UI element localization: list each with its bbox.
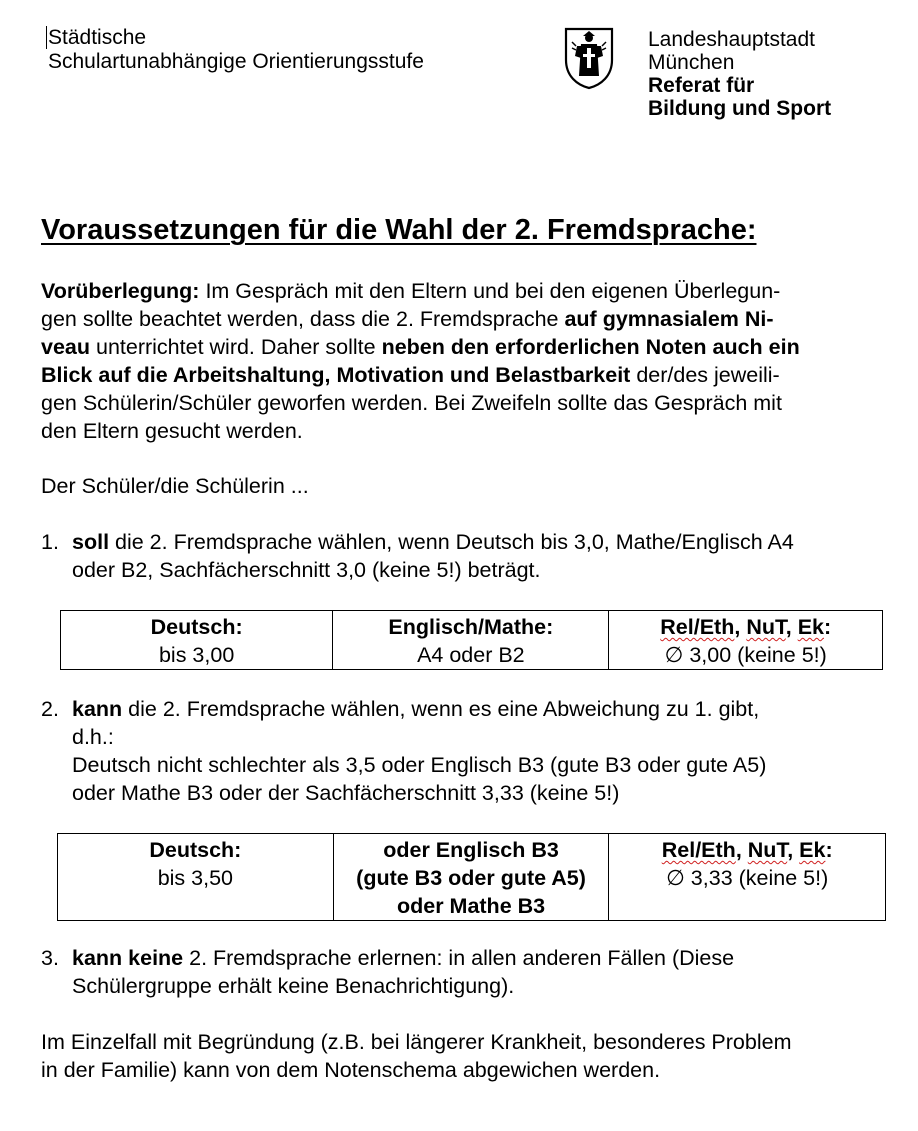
cell-value: ∅ 3,00 (keine 5!) (664, 643, 827, 667)
cell-head: Ek (797, 615, 824, 639)
school-line-2: Schulartunabhängige Orientierungsstufe (48, 50, 424, 73)
intro-text: Im Gespräch mit den Eltern und bei den eigenen Überlegun- (199, 279, 781, 303)
grade-table-1 (60, 610, 883, 670)
item-bold: soll (72, 530, 110, 554)
cell-head: , (787, 838, 800, 862)
table-cell (333, 611, 609, 670)
closing-line: in der Familie) kann von dem Notenschema abgewichen werden. (41, 1058, 661, 1082)
cell-head: NuT (747, 838, 788, 862)
cell-head: Deutsch: (150, 615, 243, 639)
intro-text: den Eltern gesucht werden. (41, 419, 303, 443)
cell-head: , (785, 615, 798, 639)
authority-line-4: Bildung und Sport (648, 97, 832, 120)
cell-value: A4 oder B2 (417, 643, 525, 667)
munich-coat-of-arms-icon (563, 26, 615, 90)
cell-head: Deutsch: (149, 838, 242, 862)
intro-text: gen sollte beachtet werden, dass die 2. Fremdsprache (41, 307, 565, 331)
cell-head: : (824, 615, 832, 639)
cell-head: Englisch/Mathe: (388, 615, 554, 639)
item-text: oder Mathe B3 oder der Sachfächerschnitt 3,33 (keine 5!) (72, 781, 620, 805)
item-text: d.h.: (72, 725, 114, 749)
table-cell (58, 834, 334, 921)
authority-name (648, 28, 831, 120)
cell-head: Rel/Eth (661, 838, 736, 862)
list-number: 3. (41, 946, 59, 970)
intro-text: der/des jeweili- (630, 363, 780, 387)
item-text: die 2. Fremdsprache wählen, wenn Deutsch bis 3,0, Mathe/Englisch A4 (109, 530, 794, 554)
intro-bold: veau (41, 335, 91, 359)
cell-head: NuT (746, 615, 786, 639)
cell-head: (gute B3 oder gute A5) (356, 866, 586, 890)
cell-head: Rel/Eth (660, 615, 735, 639)
closing-paragraph (41, 1028, 792, 1084)
cell-head: oder Mathe B3 (396, 894, 546, 918)
cell-head: , (735, 838, 748, 862)
intro-text: gen Schülerin/Schüler geworfen werden. Bei Zweifeln sollte das Gespräch mit (41, 391, 782, 415)
item-text: oder B2, Sachfächerschnitt 3,0 (keine 5!) beträgt. (72, 558, 541, 582)
lead-text: Der Schüler/die Schülerin ... (41, 474, 309, 498)
closing-line: Im Einzelfall mit Begründung (z.B. bei längerer Krankheit, besonderes Problem (41, 1030, 792, 1054)
item-text: Schülergruppe erhält keine Benachrichtigung). (72, 974, 515, 998)
item-text: die 2. Fremdsprache wählen, wenn es eine Abweichung zu 1. gibt, (122, 697, 760, 721)
intro-bold: Vorüberlegung: (41, 279, 200, 303)
cell-head: Ek (799, 838, 826, 862)
authority-line-1: Landeshauptstadt (648, 28, 815, 51)
authority-line-3: Referat für (648, 74, 755, 97)
cell-head: oder Englisch B3 (383, 838, 559, 862)
item-bold: kann keine (72, 946, 184, 970)
cell-head: : (825, 838, 833, 862)
table-cell (609, 834, 886, 921)
cell-value: bis 3,00 (158, 643, 235, 667)
authority-line-2: München (648, 51, 735, 74)
cell-head: , (734, 615, 747, 639)
cell-value: bis 3,50 (157, 866, 233, 890)
school-line-1: Städtische (48, 26, 147, 49)
page-title: Voraussetzungen für die Wahl der 2. Fremdsprache: (41, 214, 757, 246)
item-text: Deutsch nicht schlechter als 3,5 oder Englisch B3 (gute B3 oder gute A5) (72, 753, 767, 777)
intro-bold: auf gymnasialem Ni- (564, 307, 774, 331)
intro-bold: Blick auf die Arbeitshaltung, Motivation und Belastbarkeit (41, 363, 631, 387)
cell-value: ∅ 3,33 (keine 5!) (666, 866, 829, 890)
grade-table-2 (57, 833, 886, 921)
school-name (48, 26, 424, 74)
intro-bold: neben den erforderlichen Noten auch ein (381, 335, 800, 359)
intro-text: unterrichtet wird. Daher sollte (90, 335, 382, 359)
list-number: 1. (41, 530, 59, 554)
table-cell (333, 834, 609, 921)
item-bold: kann (72, 697, 123, 721)
table-cell (609, 611, 883, 670)
intro-paragraph (41, 277, 901, 445)
list-number: 2. (41, 697, 59, 721)
item-text: 2. Fremdsprache erlernen: in allen anderen Fällen (Diese (183, 946, 735, 970)
table-cell (61, 611, 333, 670)
